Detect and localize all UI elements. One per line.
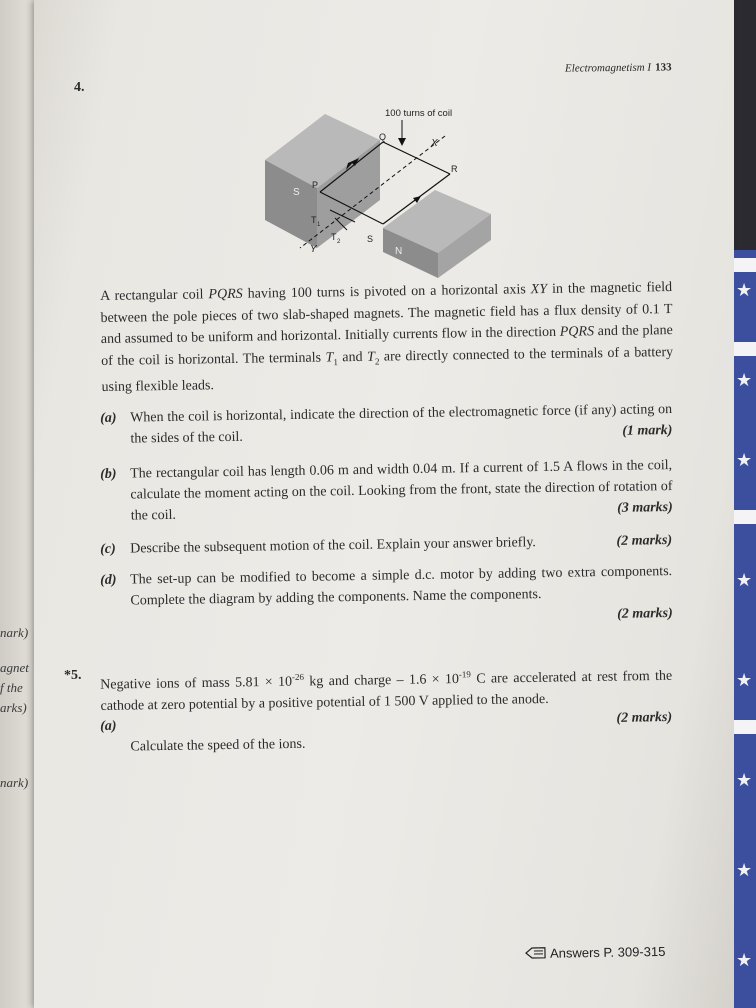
- question-5-intro: Negative ions of mass $5.81 \times 10^{-26}$ kg and charge – $1.6 \times 10^{-19}$ C are accelerated at rest from the cathode at zero potential by a positive potential of 1 500 V applied to the anode.: [100, 668, 673, 714]
- label-t2-sub: 2: [337, 239, 341, 245]
- part-text: Calculate the speed of the ions.: [130, 736, 306, 755]
- part-text: Describe the subsequent motion of the coil. Explain your answer briefly.: [130, 535, 536, 557]
- label-s-corner: S: [367, 234, 374, 244]
- part-text: The set-up can be modified to become a simple d.c. motor by adding two extra components. Complete the diagram by adding the components. Name the components.: [130, 564, 673, 609]
- answers-reference: [525, 944, 666, 962]
- answers-text: Answers P. 309-315: [549, 943, 666, 961]
- marks: (2 marks): [617, 606, 673, 622]
- book-pointer-icon: [525, 947, 547, 962]
- previous-page-fragment: agnet: [0, 660, 29, 675]
- label-north-pole: N: [395, 246, 403, 257]
- star-cloth-background: ★ ★ ★ ★ ★ ★ ★ ★: [734, 250, 756, 1008]
- marks: (1 mark): [622, 423, 673, 439]
- label-q: Q: [379, 132, 387, 142]
- previous-page-fragment: f the: [0, 680, 23, 695]
- marks: (2 marks): [616, 710, 673, 726]
- previous-page-fragment: nark): [0, 625, 29, 640]
- label-r: R: [451, 164, 458, 174]
- question-5-number: *5.: [64, 668, 82, 683]
- question-4a: [100, 399, 673, 450]
- caption-arrowhead: [398, 138, 406, 146]
- coil-magnet-diagram: [255, 100, 495, 290]
- part-label: (a): [100, 410, 117, 426]
- part-text: The rectangular coil has length 0.06 m and width 0.04 m. If a current of 1.5 A flows in the coil, calculate the moment acting on the coil. Looking from the front, state the direction of rotation of the coil.: [130, 458, 673, 524]
- label-x: X: [431, 138, 438, 149]
- label-p: P: [312, 180, 319, 190]
- question-4b: [100, 455, 673, 527]
- part-text: When the coil is horizontal, indicate the direction of the electromagnetic force (if any) acting on the sides of the coil.: [130, 402, 673, 447]
- label-t1-sub: 1: [317, 222, 321, 228]
- diagram-caption: 100 turns of coil: [385, 108, 453, 119]
- label-t2: T: [331, 232, 337, 242]
- part-label: (d): [100, 572, 117, 588]
- marks: (2 marks): [616, 533, 673, 549]
- question-4-intro: A rectangular coil PQRS having 100 turns is pivoted on a horizontal axis XY in the magnetic field between the pole pieces of two slab-shaped magnets. The magnetic field has a flux density of 0.1 T and assumed to be uniform and horizontal. Initially currents flow in the direction PQRS and the plane of the coil is horizontal. The terminals $T_1$ and $T_2$ are directly connected to the terminals of a battery using flexible leads.: [100, 280, 674, 395]
- page-number: 133: [654, 61, 672, 74]
- question-4d: [100, 561, 673, 633]
- running-header: [565, 61, 672, 74]
- question-5a: [100, 707, 673, 758]
- label-south-pole: S: [293, 187, 300, 198]
- previous-page-fragment: arks): [0, 700, 27, 715]
- label-t1: T: [311, 215, 317, 225]
- chapter-title: Electromagnetism I: [564, 61, 652, 75]
- question-4-number: 4.: [74, 80, 85, 95]
- part-label: (c): [100, 541, 116, 557]
- previous-page-fragment: nark): [0, 775, 29, 790]
- part-label: (a): [100, 718, 117, 734]
- label-y: Y: [310, 244, 317, 255]
- part-label: (b): [100, 466, 117, 482]
- marks: (3 marks): [617, 500, 673, 516]
